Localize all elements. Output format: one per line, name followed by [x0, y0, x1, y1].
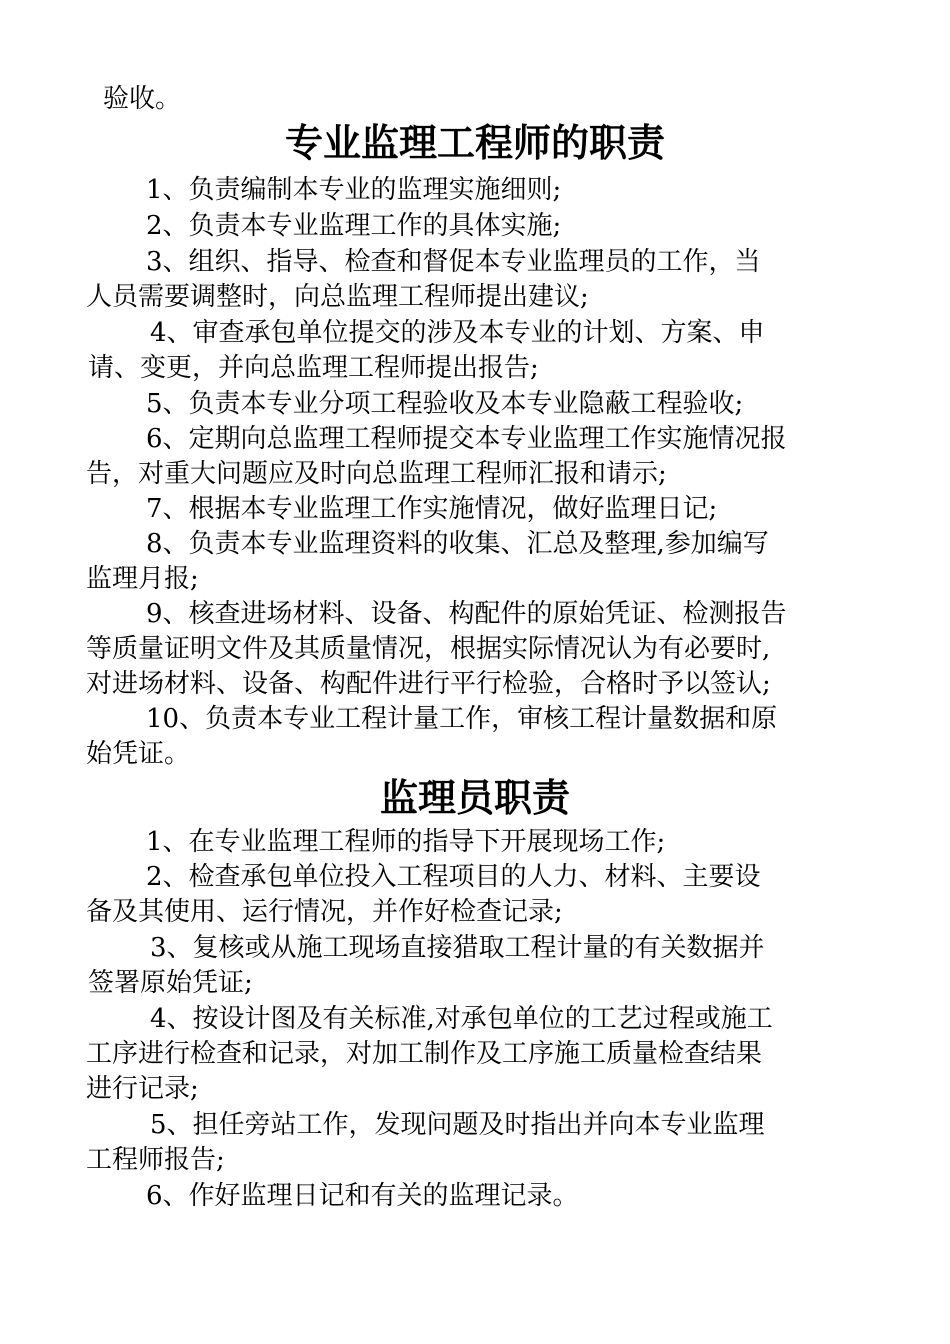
s2-item4-line2: 工序进行检查和记录，对加工制作及工序施工质量检查结果: [86, 1039, 763, 1069]
s2-item6-line1: 6、作好监理日记和有关的监理记录。: [146, 1181, 579, 1211]
s2-item3-line1: 3、复核或从施工现场直接猎取工程计量的有关数据并: [150, 933, 765, 963]
s1-item8-line2: 监理月报;: [86, 564, 199, 594]
s1-item9-line3: 对进场材料、设备、构配件进行平行检验，合格时予以签认;: [86, 669, 771, 699]
s1-item10-line1: 10、负责本专业工程计量工作，审核工程计量数据和原: [146, 704, 778, 734]
s1-item3-line1: 3、组织、指导、检查和督促本专业监理员的工作，当: [146, 247, 761, 277]
s1-item4-line2: 请、变更，并向总监理工程师提出报告;: [88, 353, 539, 383]
s2-item1-line1: 1、在专业监理工程师的指导下开展现场工作;: [146, 827, 666, 857]
s2-item4-line3: 进行记录;: [86, 1074, 199, 1104]
s1-item5-line1: 5、负责本专业分项工程验收及本专业隐蔽工程验收;: [146, 389, 744, 419]
s1-item9-line2: 等质量证明文件及其质量情况，根据实际情况认为有必要时,: [86, 634, 771, 664]
section1-title: 专业监理工程师的职责: [284, 121, 665, 165]
s1-item3-line2: 人员需要调整时，向总监理工程师提出建议;: [86, 282, 589, 312]
s2-item2-line1: 2、检查承包单位投入工程项目的人力、材料、主要设: [146, 862, 761, 892]
s1-item10-line2: 始凭证。: [86, 739, 191, 769]
s1-item2-line1: 2、负责本专业监理工作的具体实施;: [146, 211, 562, 241]
intro-continuation: 验收。: [103, 84, 182, 114]
s2-item4-line1: 4、按设计图及有关标准,对承包单位的工艺过程或施工: [150, 1004, 773, 1034]
s2-item5-line2: 工程师报告;: [86, 1145, 225, 1175]
s1-item6-line2: 告，对重大问题应及时向总监理工程师汇报和请示;: [86, 459, 667, 489]
s2-item2-line2: 备及其使用、运行情况，并作好检查记录;: [86, 897, 563, 927]
s1-item7-line1: 7、根据本专业监理工作实施情况，做好监理日记;: [146, 494, 718, 524]
s1-item4-line1: 4、审查承包单位提交的涉及本专业的计划、方案、申: [150, 318, 765, 348]
s2-item3-line2: 签署原始凭证;: [88, 968, 253, 998]
s1-item6-line1: 6、定期向总监理工程师提交本专业监理工作实施情况报: [146, 424, 787, 454]
s1-item9-line1: 9、核查进场材料、设备、构配件的原始凭证、检测报告: [146, 599, 787, 629]
s1-item8-line1: 8、负责本专业监理资料的收集、汇总及整理,参加编写: [146, 529, 769, 559]
s1-item1-line1: 1、负责编制本专业的监理实施细则;: [146, 175, 562, 205]
section2-title: 监理员职责: [379, 776, 570, 820]
s2-item5-line1: 5、担任旁站工作，发现问题及时指出并向本专业监理: [150, 1110, 765, 1140]
